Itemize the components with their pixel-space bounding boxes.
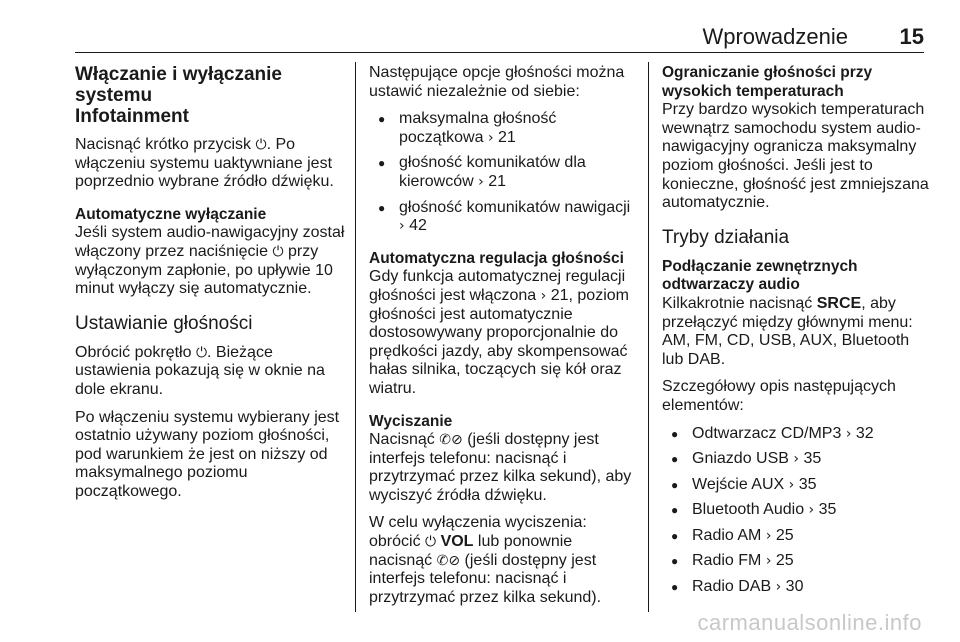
page-ref-arrow-icon: › [788,476,795,493]
paragraph-volume: Obrócić pokrętło ⏻. Bieżące ustawienia pokazują się w oknie na dole ekranu. [75,343,325,398]
list-item: ● Radio DAB › 30 [662,578,934,597]
list-item: ● Bluetooth Audio › 35 [662,501,934,520]
list-item: ● Odtwarzacz CD/MP3 › 32 [662,425,934,444]
paragraph-auto-volume: Gdy funkcja automatycznej regulacji głośności jest włączona › 21, poziom głośności jest automatycznie dostosowywany proporcjonalnie do prędkości jazdy, aby skompensować hałas silnika, toczących się kół oraz wiatru. [369,268,629,397]
page-ref-link[interactable]: 32 [855,424,874,442]
heading-modes: Tryby działania [662,226,790,248]
page-ref-arrow-icon: › [808,502,815,519]
page-ref-link[interactable]: 25 [775,526,794,544]
heading-external-players: Podłączanie zewnętrznych odtwarzaczy audio [662,257,858,294]
list-item: ● głośność komunikatów nawigacji › 42 [369,199,639,236]
watermark: carmanualsonline.info [697,610,922,635]
heading-auto-volume: Automatyczna regulacja głośności [369,249,624,267]
list-item: ● Gniazdo USB › 35 [662,450,934,469]
page-ref-arrow-icon: › [765,527,772,544]
heading-temp-limit: Ograniczanie głośności przy wysokich temperaturach [662,64,873,100]
page-title: Wprowadzenie [702,24,848,49]
list-item: ● głośność komunikatów dla kierowców › 21 [369,154,639,191]
power-icon: ⏻ [255,137,267,153]
power-icon: ⏻ [195,344,208,361]
page-ref-arrow-icon: › [845,425,852,442]
paragraph-mute: Nacisnąć ✆⊘ (jeśli dostępny jest interfejs telefonu: nacisnąć i przytrzymać przez kilka sekund), aby wyciszyć źródła dźwięku. [369,431,632,504]
page-ref-link[interactable]: 35 [818,501,837,519]
heading-onoff: Włączanie i wyłączanie systemu Infotainment [75,64,282,127]
list-item: ● Radio FM › 25 [662,552,934,571]
page-ref-link[interactable]: 30 [785,578,804,596]
heading-volume: Ustawianie głośności [75,312,253,334]
list-item: ● Wejście AUX › 35 [662,476,934,495]
paragraph-onoff: Nacisnąć krótko przycisk ⏻. Po włączeniu systemu uaktywniane jest poprzednio wybrane źródło dźwięku. [75,136,334,191]
page-ref-arrow-icon: › [765,553,772,570]
volume-options-list [369,110,639,236]
column-2 [369,64,639,616]
page-ref-arrow-icon: › [487,129,494,146]
list-item: ● maksymalna głośność początkowa › 21 [369,110,639,147]
page-ref-link[interactable]: 21 [488,172,506,190]
phone-mute-icon: ✆⊘ [436,552,461,569]
paragraph-volume-options: Następujące opcje głośności można ustawić niezależnie od siebie: [369,64,625,100]
page-ref-arrow-icon: › [793,451,799,468]
phone-mute-icon: ✆⊘ [439,432,463,449]
list-item: ● Radio AM › 25 [662,527,934,546]
page-number: 15 [899,24,924,49]
page-ref-link[interactable]: 42 [409,217,427,235]
power-icon: ⏻ [425,534,437,551]
power-icon: ⏻ [272,243,284,260]
paragraph-external-players: Kilkakrotnie nacisnąć SRCE, aby przełączyć między głównymi menu: AM, FM, CD, USB, AUX, Bluetooth lub DAB. [662,294,913,368]
page-ref-link[interactable]: 35 [798,475,817,493]
column-1 [75,64,347,511]
page-ref-arrow-icon: › [399,218,405,235]
paragraph-unmute: W celu wyłączenia wyciszenia: obrócić ⏻ VOL lub ponownie nacisnąć ✆⊘ (jeśli dostępny jest interfejs telefonu: nacisnąć i przytrzymać przez kilka sekund). [369,514,602,606]
column-divider [355,62,356,612]
paragraph-volume-start: Po włączeniu systemu wybierany jest ostatnio używany poziom głośności, pod warunkiem że jest on niższy od maksymalnego poziomu początkowego. [75,408,340,500]
page-ref-link[interactable]: 35 [803,450,822,468]
paragraph-auto-off: Jeśli system audio-nawigacyjny został włączony przez naciśnięcie ⏻ przy wyłączonym zapłonie, po upływie 10 minut wyłączy się automatycznie. [75,224,345,298]
paragraph-details: Szczegółowy opis następujących elementów: [662,378,896,414]
page-ref-link[interactable]: 21 [498,128,516,146]
sources-list [662,425,934,597]
heading-auto-off: Automatyczne wyłączanie [75,205,267,223]
column-divider [648,62,649,612]
heading-mute: Wyciszanie [369,412,453,430]
column-3 [662,64,934,606]
page-ref-link[interactable]: 25 [775,552,794,570]
page-ref-arrow-icon: › [540,287,547,304]
page-ref-link[interactable]: 21 [550,286,569,304]
paragraph-temp-limit: Przy bardzo wysokich temperaturach wewnątrz samochodu system audio-nawigacyjny ogranicza maksymalny poziom głośności. Jeśli jest to konieczne, głośność jest zmniejszana automatycznie. [662,101,929,212]
page-ref-arrow-icon: › [775,579,782,596]
page-header [75,22,924,53]
page-ref-arrow-icon: › [478,173,484,190]
